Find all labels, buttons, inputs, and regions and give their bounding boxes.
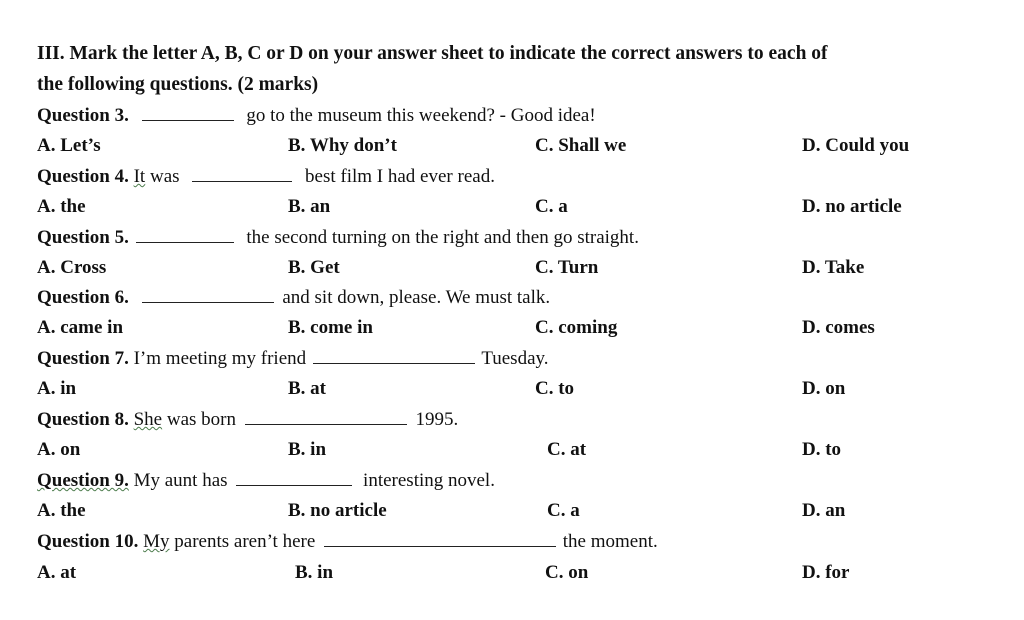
section-heading-line-1: III. Mark the letter A, B, C or D on your answer sheet to indicate the correct answers to each of [37, 43, 828, 64]
question-text-after: 1995. [415, 409, 459, 430]
option-b: B. Why don’t [288, 135, 397, 156]
question-label: Question 7. [37, 348, 129, 369]
option-c: C. on [545, 562, 589, 583]
option-c: C. a [535, 196, 568, 217]
answer-blank [142, 104, 234, 121]
option-c: C. Shall we [535, 135, 627, 156]
option-a: A. on [37, 439, 81, 460]
option-b: B. Get [288, 257, 340, 278]
section-heading-line-2: the following questions. (2 marks) [37, 74, 319, 95]
question-6 [37, 286, 550, 310]
option-a: A. at [37, 562, 77, 583]
option-d: D. for [802, 562, 850, 583]
option-d: D. Take [802, 257, 865, 278]
question-text-before: I’m meeting my friend [133, 348, 307, 369]
option-b: B. in [295, 562, 334, 583]
question-text-after: interesting novel. [363, 470, 495, 491]
option-c: C. Turn [535, 257, 599, 278]
question-label: Question 5. [37, 227, 129, 248]
question-text-underlined: My [143, 531, 170, 552]
option-a: A. the [37, 196, 86, 217]
question-9 [37, 469, 495, 493]
question-text-after: and sit down, please. We must talk. [282, 287, 551, 308]
option-c: C. to [535, 378, 575, 399]
question-text-after: the moment. [562, 531, 658, 552]
option-b: B. an [288, 196, 331, 217]
question-label: Question 10. [37, 531, 139, 552]
question-label: Question 6. [37, 287, 129, 308]
option-d: D. to [802, 439, 842, 460]
option-a: A. Let’s [37, 135, 101, 156]
question-label: Question 4. [37, 166, 129, 187]
option-b: B. in [288, 439, 327, 460]
option-d: D. on [802, 378, 846, 399]
option-b: B. at [288, 378, 326, 399]
question-text-after: Tuesday. [481, 348, 549, 369]
option-d: D. an [802, 500, 846, 521]
option-d: D. comes [802, 317, 875, 338]
question-5 [37, 226, 639, 250]
question-8 [37, 408, 458, 432]
option-c: C. a [547, 500, 580, 521]
question-text-after: best film I had ever read. [305, 166, 495, 187]
question-text-before: was [149, 166, 180, 187]
answer-blank [136, 226, 234, 243]
option-a: A. the [37, 500, 86, 521]
question-text-before: was born [166, 409, 236, 430]
answer-blank [192, 165, 292, 182]
question-text-underlined: It [133, 166, 146, 187]
question-4 [37, 165, 495, 189]
answer-blank [142, 286, 274, 303]
option-d: D. no article [802, 196, 902, 217]
question-text-after: go to the museum this weekend? - Good idea! [246, 105, 596, 126]
option-a: A. came in [37, 317, 124, 338]
option-c: C. at [547, 439, 587, 460]
option-b: B. no article [288, 500, 387, 521]
question-7 [37, 347, 549, 371]
option-c: C. coming [535, 317, 618, 338]
question-text-before: My aunt has [133, 470, 228, 491]
question-label: Question 3. [37, 105, 129, 126]
question-label: Question 8. [37, 409, 129, 430]
option-d: D. Could you [802, 135, 910, 156]
answer-blank [245, 408, 407, 425]
question-3 [37, 104, 596, 128]
question-label: Question 9. [37, 470, 129, 491]
question-text-after: the second turning on the right and then go straight. [246, 227, 639, 248]
question-10 [37, 530, 658, 554]
question-text-underlined: She [133, 409, 163, 430]
question-text-before: parents aren’t here [174, 531, 316, 552]
option-b: B. come in [288, 317, 373, 338]
answer-blank [236, 469, 352, 486]
answer-blank [313, 347, 475, 364]
option-a: A. in [37, 378, 77, 399]
option-a: A. Cross [37, 257, 107, 278]
answer-blank [324, 530, 556, 547]
